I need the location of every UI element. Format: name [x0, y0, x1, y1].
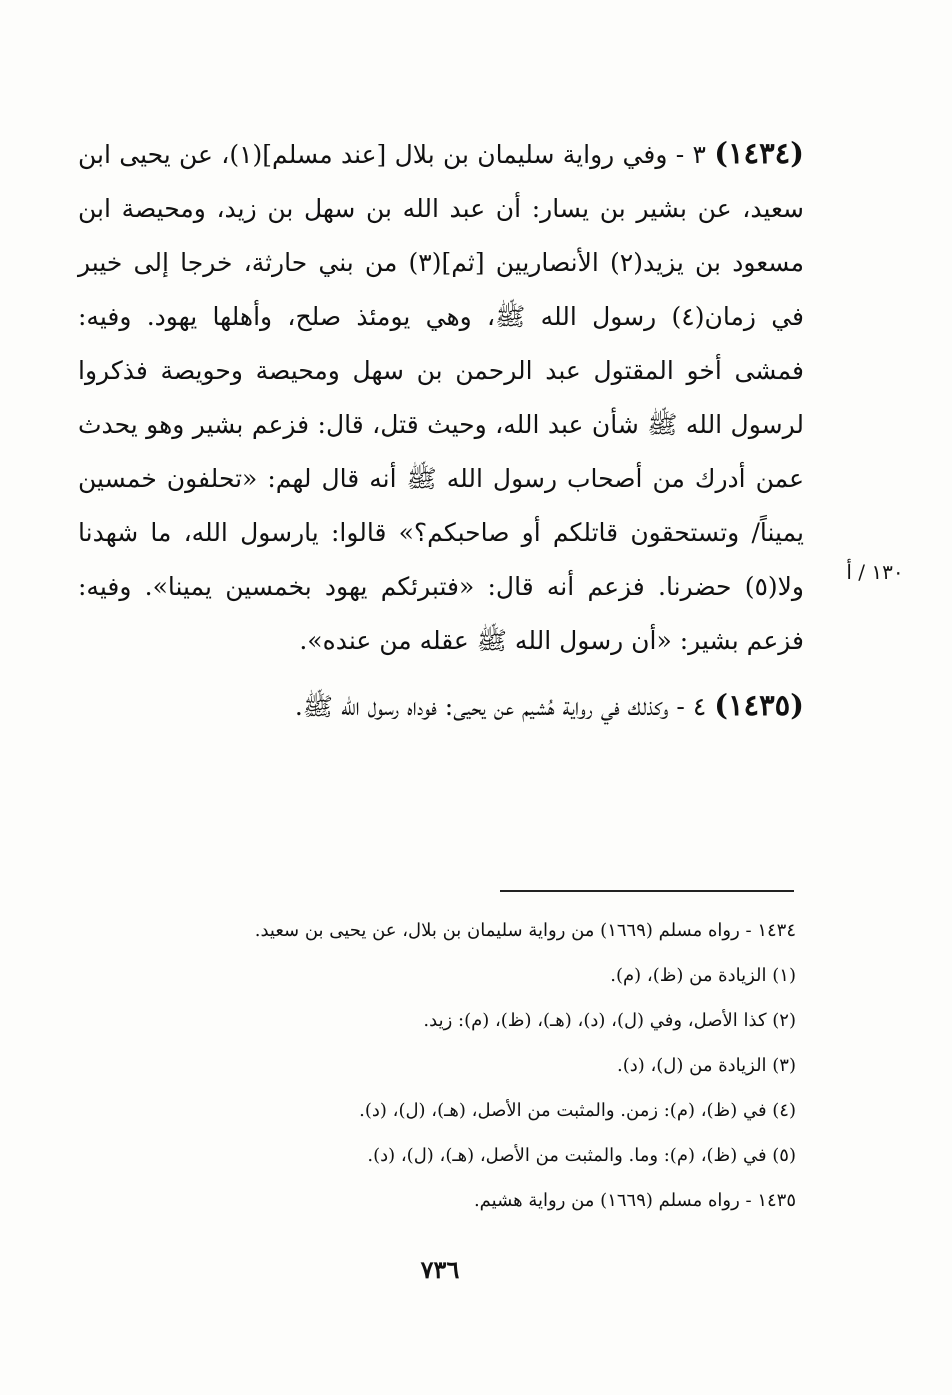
footnote-divider — [500, 890, 794, 892]
footnote: (٤) في (ظ)، (م): زمن. والمثبت من الأصل، (هـ)، (ل)، (د). — [359, 1100, 796, 1121]
footnote: ١٤٣٥ - رواه مسلم (١٦٦٩) من رواية هشيم. — [473, 1190, 796, 1211]
main-text — [78, 126, 804, 744]
hadith-text: ٤ - وكذلك في رواية هُشيم عن يحيى: فوداه رسول الله ﷺ. — [294, 692, 707, 721]
footnote: (٥) في (ظ)، (م): وما. والمثبت من الأصل، (هـ)، (ل)، (د). — [367, 1145, 796, 1166]
hadith-paragraph-1434 — [78, 126, 804, 668]
hadith-paragraph-1435 — [78, 678, 804, 734]
manuscript-folio-note: ١٣٠ / أ — [846, 560, 904, 584]
hadith-number: (١٤٣٤) — [714, 136, 804, 170]
footnote: (٢) كذا الأصل، وفي (ل)، (د)، (هـ)، (ظ)، (م): زيد. — [423, 1010, 796, 1031]
footnotes — [180, 908, 796, 1223]
footnote: (٣) الزيادة من (ل)، (د). — [616, 1055, 796, 1076]
footnote: ١٤٣٤ - رواه مسلم (١٦٦٩) من رواية سليمان بن بلال، عن يحيى بن سعيد. — [254, 920, 796, 941]
footnote: (١) الزيادة من (ظ)، (م). — [610, 965, 796, 986]
page-number: ٧٣٦ — [420, 1255, 460, 1284]
hadith-number: (١٤٣٥) — [714, 688, 804, 722]
hadith-text: ٣ - وفي رواية سليمان بن بلال [عند مسلم](١)، عن يحيى ابن سعيد، عن بشير بن يسار: أن عبد الله بن سهل بن زيد، ومحيصة ابن مسعود بن يزيد(٢) الأنصاريين [ثم](٣) من بني حارثة، خرجا إلى خيبر في زمان(٤) رسول الله ﷺ، وهي يومئذ صلح، وأهلها يهود. وفيه: فمشى أخو المقتول عبد الرحمن بن سهل ومحيصة وحويصة فذكروا لرسول الله ﷺ شأن عبد الله، وحيث قتل، قال: فزعم بشير وهو يحدث عمن أدرك من أصحاب رسول الله ﷺ أنه قال لهم: «تحلفون خمسين يميناً/ وتستحقون قاتلكم أو صاحبكم؟» قالوا: يارسول الله، ما شهدنا ولا(٥) حضرنا. فزعم أنه قال: «فتبرئكم يهود بخمسين يمينا». وفيه: فزعم بشير: «أن رسول الله ﷺ عقله من عنده». — [78, 140, 804, 655]
